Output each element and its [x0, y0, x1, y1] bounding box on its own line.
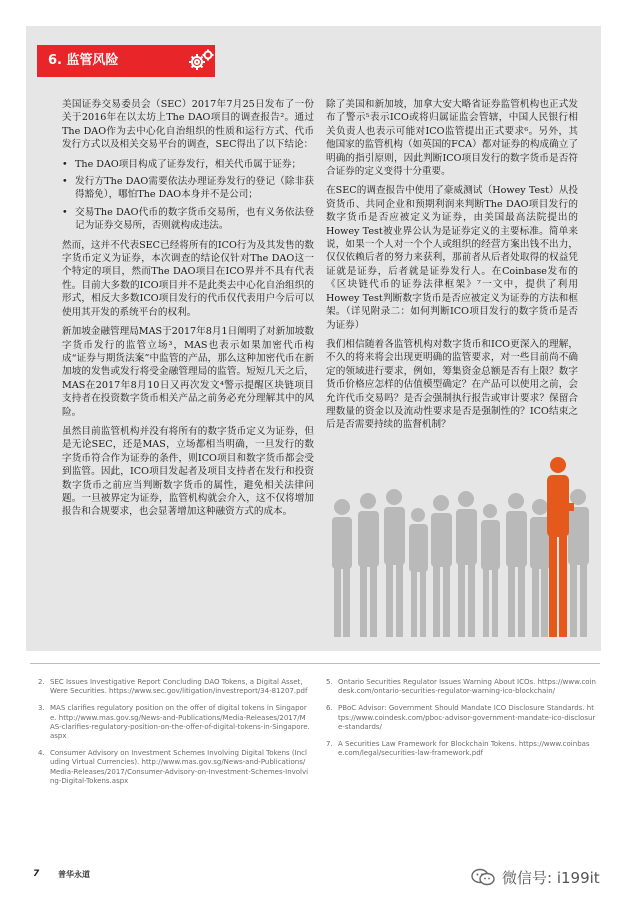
- footnote-number: 6.: [326, 704, 333, 713]
- left-column: [62, 98, 314, 525]
- footnote: [326, 678, 596, 696]
- paragraph-mas-position: 新加坡金融管理局MAS于2017年8月1日阐明了对新加坡数字货币发行的监管立场³，MAS也表示如果加密代币构成“证券与期货法案”中监管的产品，那么这种加密代币在新加坡的发售或发行将受金融管理局的监管。短短几天之后，MAS在2017年8月10日又再次发文⁴警示提醒区块链项目支持者在投资数字货币相关产品之前务必充分理解其中的风险。: [62, 326, 314, 418]
- footnote-number: 4.: [38, 749, 45, 758]
- paragraph-sec-report: 美国证券交易委员会（SEC）2017年7月25日发布了一份关于2016年在以太坊上The DAO项目的调查报告²。通过The DAO作为去中心化自治组织的性质和运行方式、代币发行方式以及相关交易平台的调查，SEC得出了以下结论：: [62, 99, 314, 151]
- firm-name: 普华永道: [58, 870, 90, 879]
- gear-icon: [186, 47, 216, 75]
- footnote: [38, 704, 310, 741]
- footnote: [38, 749, 310, 786]
- footnote-text: SEC Issues Investigative Report Concluding DAO Tokens, a Digital Asset, Were Securities. https://www.sec.gov/litigation/investreport/34-81207.pdf: [50, 678, 308, 696]
- footnote-number: 7.: [326, 740, 333, 749]
- list-item: • The DAO项目构成了证券发行，相关代币属于证券；: [62, 158, 314, 171]
- section-title: 6. 监管风险: [48, 53, 119, 68]
- footnote-text: A Securities Law Framework for Blockchain Tokens. https://www.coinbase.com/legal/securities-law-framework.pdf: [338, 740, 590, 758]
- paragraph-sec-scope: 然而，这并不代表SEC已经将所有的ICO行为及其发售的数字货币定义为证券，本次调查的结论仅针对The DAO这一个特定的项目，然而The DAO项目在ICO界并不具有代表性。目前大多数的ICO项目并不是此类去中心化自治组织的形式，相反大多数ICO项目发行的代币仅代表用户今后可以使用其开发的系统平台的权利。: [62, 239, 314, 318]
- wechat-watermark: [470, 866, 630, 888]
- footnote-number: 5.: [326, 678, 333, 686]
- footnote: [326, 740, 596, 758]
- list-item: • 发行方The DAO需要依法办理证券发行的登记（除非获得豁免），哪怕The DAO本身并不是公司；: [62, 175, 314, 202]
- paragraph-regulation-impact: 虽然目前监管机构并没有将所有的数字货币定义为证券，但是无论SEC，还是MAS，立场都相当明确，一旦发行的数字货币符合作为证券的条件，则ICO项目和数字货币都会受到监管。因此，ICO项目发起者及项目支持者在发行和投资数字货币之前应当判断数字货币的属性，避免相关法律问题。一旦被界定为证券，监管机构就会介入，这不仅将增加报告和合规要求，也会显著增加这种融资方式的成本。: [62, 425, 314, 518]
- wechat-icon: [470, 868, 496, 886]
- list-item: • 交易The DAO代币的数字货币交易所，也有义务依法登记为证券交易所，否则就构成违法。: [62, 206, 314, 233]
- sec-conclusions-list: [62, 158, 314, 233]
- watermark-text: 微信号: i199it: [502, 868, 600, 887]
- footnote: [38, 678, 310, 696]
- footnotes-left: [38, 678, 310, 794]
- paragraph-howey-test: 在SEC的调查报告中使用了豪威测试（Howey Test）从投资货币、共同企业和预期利润来判断The DAO项目发行的数字货币是否应被定义为证券，由美国最高法院提出的Howey Test被业界公认为是证券定义的主要标准。简单来说，如果一个人对一个个人或组织的经营方案出钱不出力，仅仅依赖后者的努力来获利，那前者从后者处取得的权益凭证就是证券，后者就是证券发行人。在Coinbase发布的《区块链代币的证券法律框架》⁷一文中，提供了利用Howey Test判断数字货币是否应被定义为证券的方法和框架。（详见附录二：如何判断ICO项目发行的数字货币是否为证券）: [326, 185, 578, 331]
- footnote-number: 2.: [38, 678, 45, 686]
- footnote-text: Ontario Securities Regulator Issues Warning About ICOs. https://www.coindesk.com/ontario-securities-regulator-warning-ico-blockchain/: [338, 678, 596, 696]
- paragraph-future-regulation: 我们相信随着各监管机构对数字货币和ICO更深入的理解，不久的将来将会出现更明确的监管要求，对一些目前尚不确定的领域进行要求，例如，筹集资金总额是否有上限？数字货币价格应怎样的估值模型确定？在产品可以使用之前，会允许代币交易吗？是否会强制执行报告或审计要求？保留合理数量的资金以及流动性要求是否是强制性的？ICO结束之后是否需要持续的监督机制？: [326, 338, 578, 431]
- business-people-illustration: [320, 455, 595, 640]
- footnote-number: 3.: [38, 704, 45, 713]
- page-number: 7: [33, 869, 40, 879]
- right-column: [326, 98, 578, 438]
- paragraph-other-regulators: 除了美国和新加坡，加拿大安大略省证券监管机构也正式发布了警示⁵表示ICO或将归属证监会管辖，中国人民银行相关负责人也表示可能对ICO监管提出正式要求⁶。另外，其他国家的监管机构（如英国的FCA）都对证券的构成确立了明确的指引原则，因此判断ICO项目发行的数字货币是否符合证券的定义变得十分重要。: [326, 99, 578, 178]
- footnote-divider: [30, 663, 600, 664]
- footnote-text: MAS clarifies regulatory position on the offer of digital tokens in Singapore. http://www.mas.gov.sg/News-and-Publications/Media-Releases/2017/MAS-clarifies-regulatory-position-on-the-offer-of-digital-tokens-in-Singapore.aspx: [50, 704, 310, 741]
- footnote: [326, 704, 596, 732]
- footnote-text: Consumer Advisory on Investment Schemes Involving Digital Tokens (Including Virtual Currencies). http://www.mas.gov.sg/News-and-Publications/Media-Releases/2017/Consumer-Advisory-on-Investment-Schemes-Involving-Digital-Tokens.aspx: [50, 749, 309, 785]
- footnotes-right: [326, 678, 596, 766]
- footnote-text: PBoC Advisor: Government Should Mandate ICO Disclosure Standards. https://www.coindesk.com/pboc-advisor-government-mandate-ico-disclosure-standards/: [338, 704, 596, 731]
